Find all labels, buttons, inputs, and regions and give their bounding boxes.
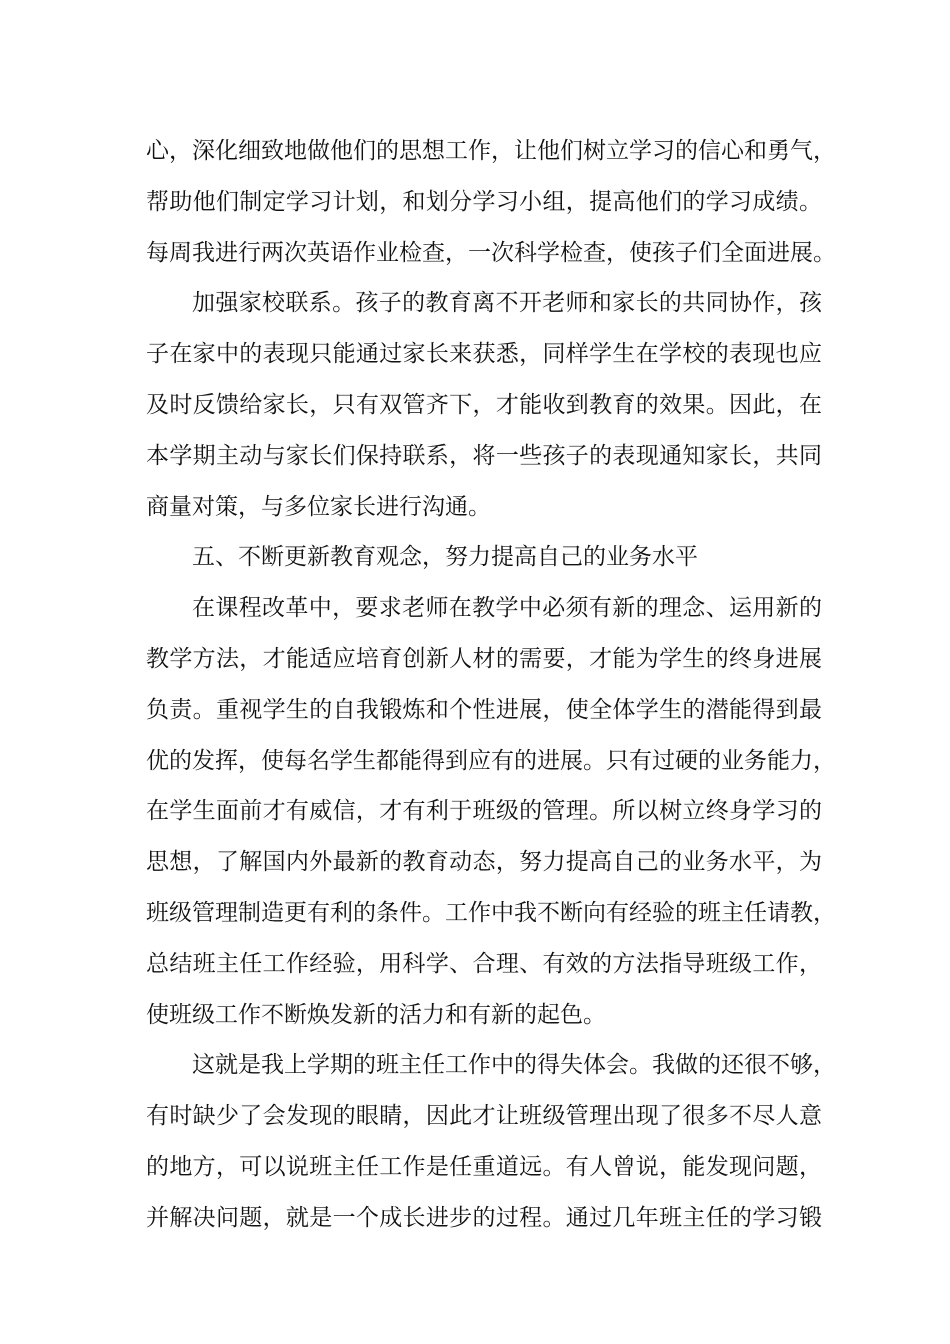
text-line: 的地方，可以说班主任工作是任重道远。有人曾说，能发现问题， [146,1153,822,1180]
text-line: 使班级工作不断焕发新的活力和有新的起色。 [146,1001,606,1028]
text-line: 心，深化细致地做他们的思想工作，让他们树立学习的信心和勇气， [146,138,836,164]
text-line: 每周我进行两次英语作业检查，一次科学检查，使孩子们全面进展。 [146,239,836,266]
text-line: 在学生面前才有威信，才有利于班级的管理。所以树立终身学习的 [146,798,822,825]
text-line: 在课程改革中，要求老师在教学中必须有新的理念、运用新的 [192,595,822,622]
text-line: 及时反馈给家长，只有双管齐下，才能收到教育的效果。因此，在 [146,391,822,418]
text-line: 教学方法，才能适应培育创新人材的需要，才能为学生的终身进展 [146,645,822,672]
text-line: 本学期主动与家长们保持联系，将一些孩子的表现通知家长，共同 [146,442,822,469]
text-line: 班级管理制造更有利的条件。工作中我不断向有经验的班主任请教， [146,899,836,926]
text-line: 思想，了解国内外最新的教育动态，努力提高自己的业务水平，为 [146,849,822,876]
document-body [146,126,836,1244]
text-line: 负责。重视学生的自我锻炼和个性进展，使全体学生的潜能得到最 [146,696,822,723]
text-line: 有时缺少了会发现的眼睛，因此才让班级管理出现了很多不尽人意 [146,1103,822,1130]
text-line: 五、不断更新教育观念，努力提高自己的业务水平 [192,544,698,571]
text-line: 这就是我上学期的班主任工作中的得失体会。我做的还很不够， [192,1052,836,1079]
text-line: 子在家中的表现只能通过家长来获悉，同样学生在学校的表现也应 [146,341,822,368]
text-line: 帮助他们制定学习计划，和划分学习小组，提高他们的学习成绩。 [146,188,822,215]
text-line: 加强家校联系。孩子的教育离不开老师和家长的共同协作，孩 [192,290,822,317]
text-line: 总结班主任工作经验，用科学、合理、有效的方法指导班级工作， [146,950,822,977]
text-line: 优的发挥，使每名学生都能得到应有的进展。只有过硬的业务能力， [146,747,836,774]
text-line: 商量对策，与多位家长进行沟通。 [146,493,491,520]
text-line: 并解决问题，就是一个成长进步的过程。通过几年班主任的学习锻 [146,1204,822,1231]
